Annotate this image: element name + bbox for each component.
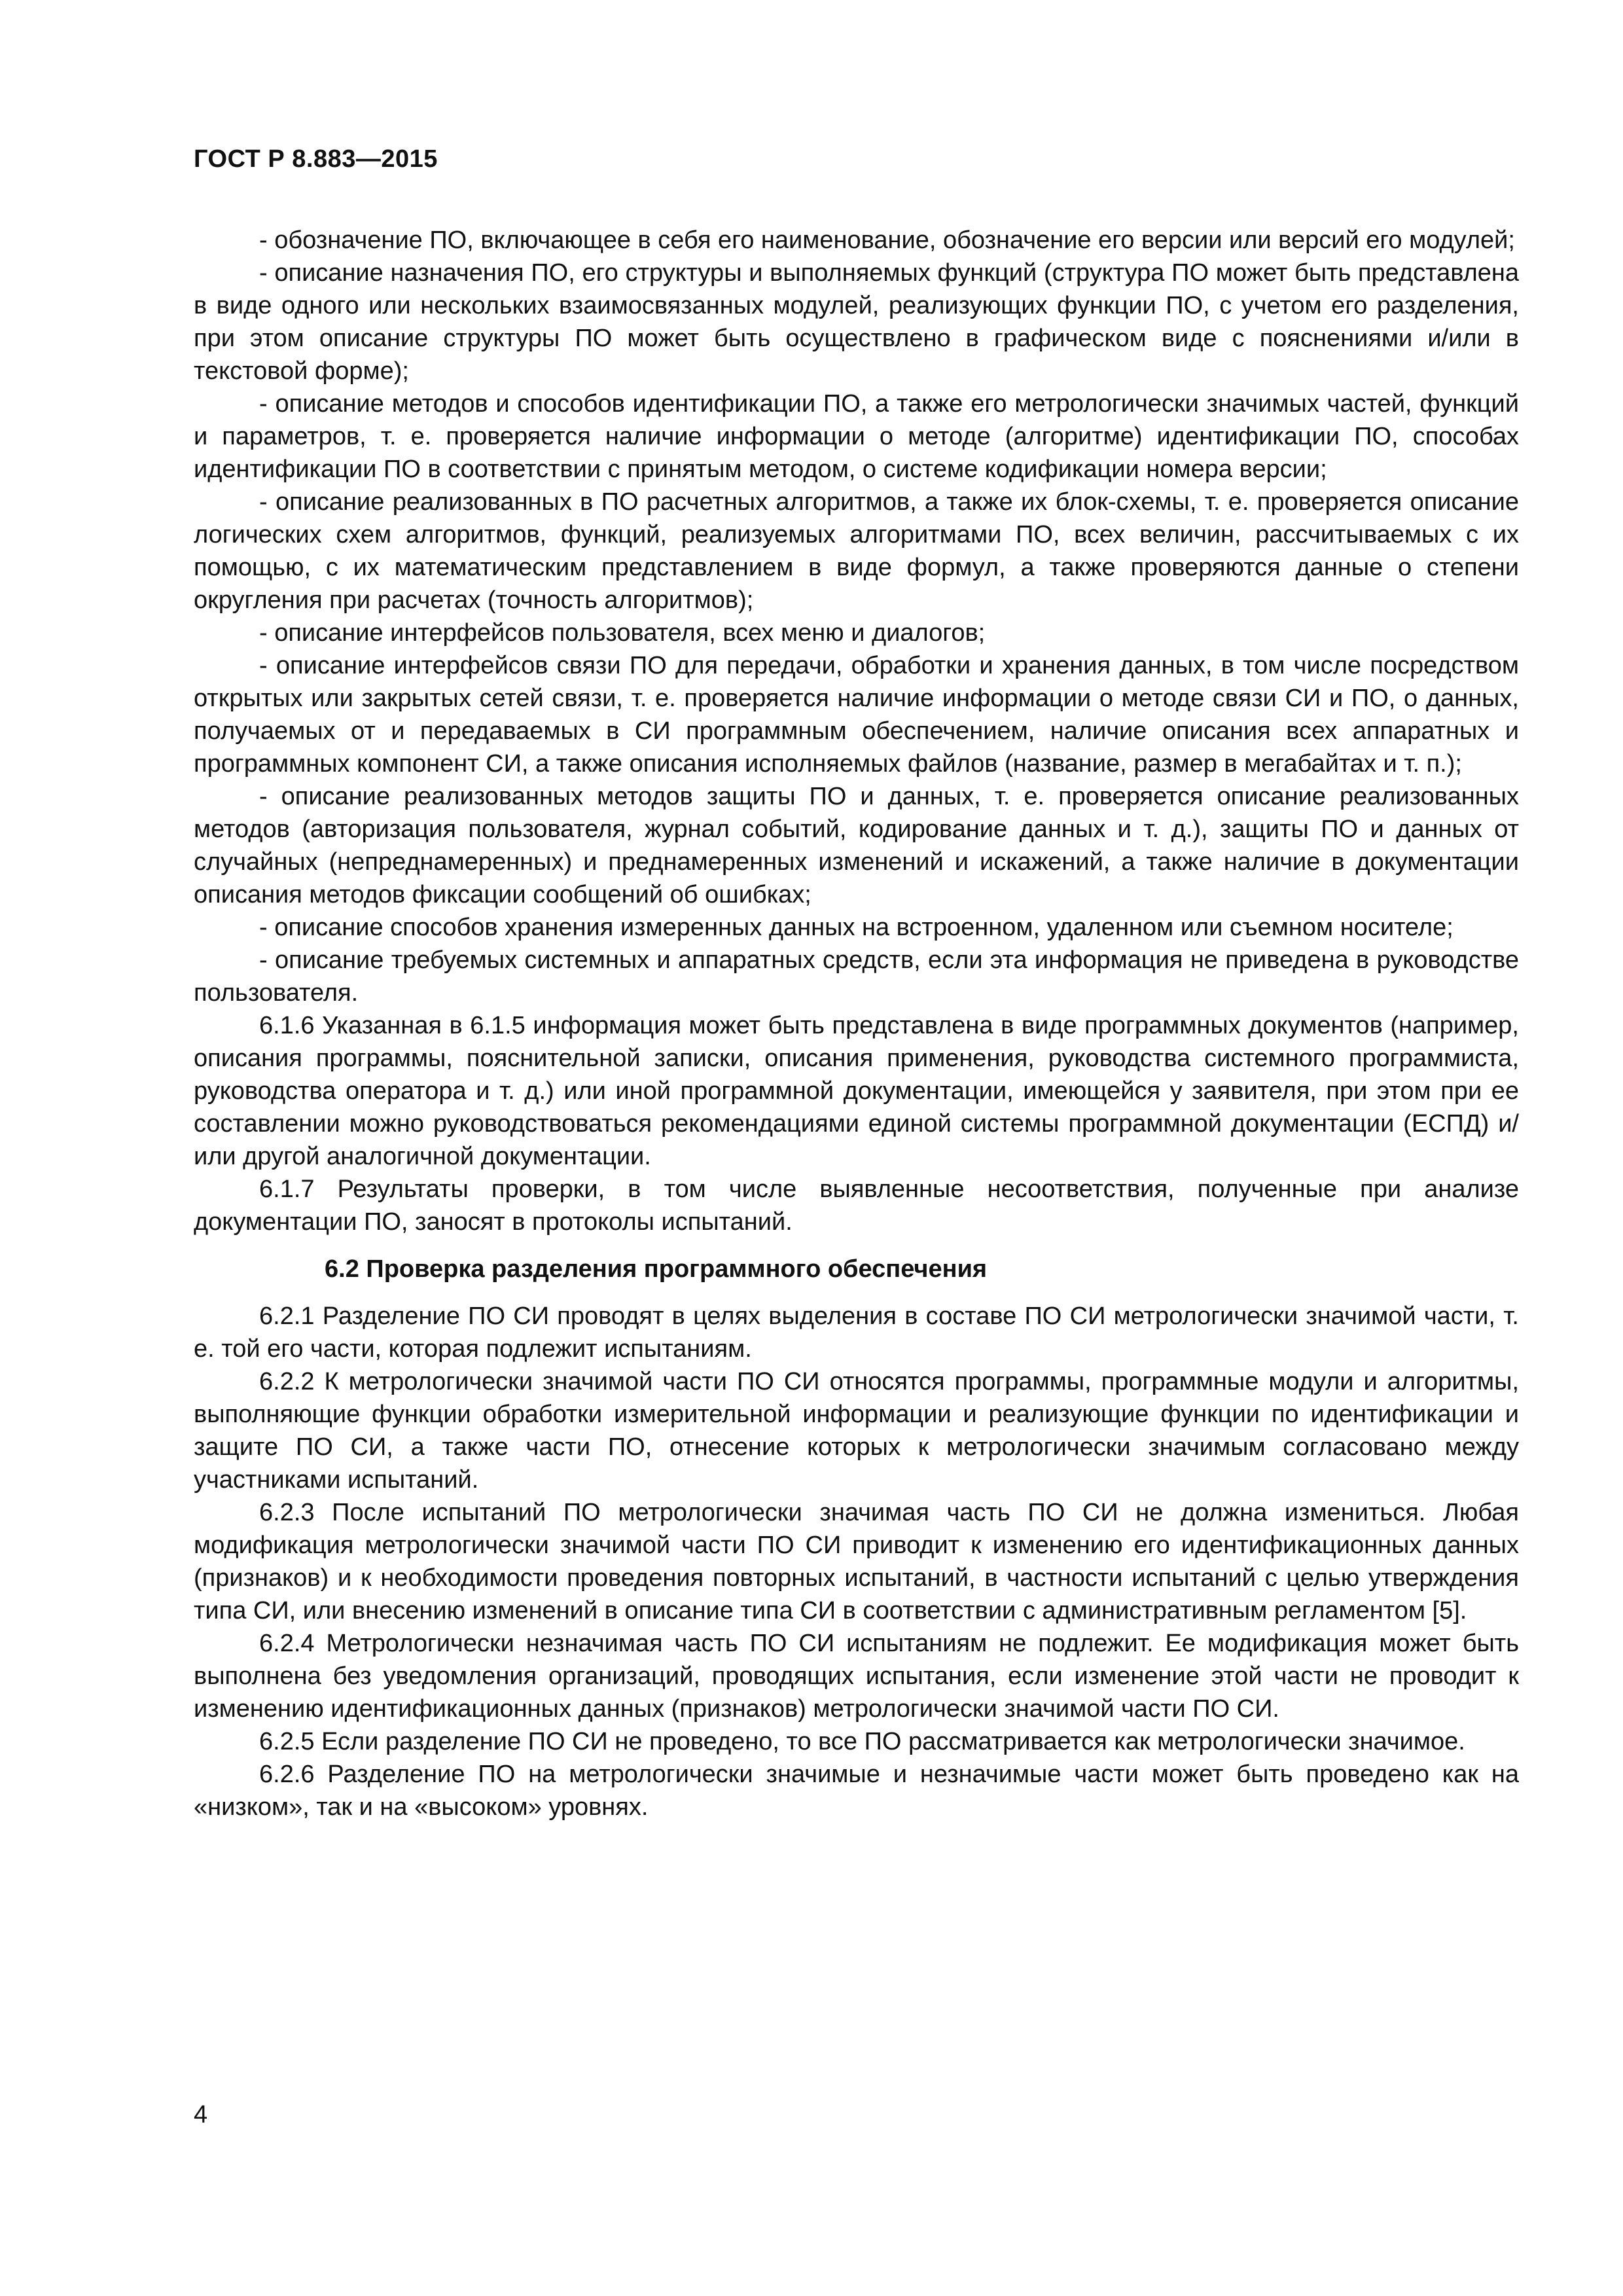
list-item: - описание назначения ПО, его структуры и выполняемых функций (структура ПО может быть представлена в виде одного или нескольких взаимосвязанных модулей, реализующих функции ПО, с учетом его разделения, при этом описание структуры ПО может быть осуществлено в графическом виде с пояснениями и/или в текстовой форме); (194, 259, 1519, 385)
paragraph-6-2-4: 6.2.4 Метрологически незначимая часть ПО СИ испытаниям не подлежит. Ее модификация может быть выполнена без уведомления организаций, проводящих испытания, если изменение этой части не проводит к изменению идентификационных данных (признаков) метрологически значимой части ПО СИ. (194, 1630, 1519, 1723)
list-item: - обозначение ПО, включающее в себя его наименование, обозначение его версии или версий его модулей; (259, 226, 1515, 254)
paragraph-6-2-5: 6.2.5 Если разделение ПО СИ не проведено, то все ПО рассматривается как метрологически значимое. (259, 1728, 1465, 1755)
list-item: - описание способов хранения измеренных данных на встроенном, удаленном или съемном носителе; (259, 914, 1454, 941)
list-item: - описание требуемых системных и аппаратных средств, если эта информация не приведена в руководстве пользователя. (194, 946, 1519, 1007)
paragraph-6-1-7: 6.1.7 Результаты проверки, в том числе выявленные несоответствия, полученные при анализе документации ПО, заносят в протоколы испытаний. (194, 1175, 1519, 1236)
paragraph-6-2-1: 6.2.1 Разделение ПО СИ проводят в целях выделения в составе ПО СИ метрологически значимой части, т. е. той его части, которая подлежит испытаниям. (194, 1302, 1519, 1363)
paragraph-6-2-6: 6.2.6 Разделение ПО на метрологически значимые и незначимые части может быть проведено как на «низком», так и на «высоком» уровнях. (194, 1761, 1519, 1821)
document-header: ГОСТ Р 8.883—2015 (194, 145, 438, 173)
list-item: - описание интерфейсов пользователя, всех меню и диалогов; (259, 619, 986, 647)
list-item: - описание методов и способов идентификации ПО, а также его метрологически значимых частей, функций и параметров, т. е. проверяется наличие информации о методе (алгоритме) идентификации ПО, способах идентификации ПО в соответствии с принятым методом, о системе кодификации номера версии; (194, 390, 1519, 483)
section-heading-6-2: 6.2 Проверка разделения программного обеспечения (325, 1255, 988, 1283)
paragraph-6-2-3: 6.2.3 После испытаний ПО метрологически значимая часть ПО СИ не должна измениться. Любая модификация метрологически значимой части ПО СИ приводит к изменению его идентификационных данных (признаков) и к необходимости проведения повторных испытаний, в частности испытаний с целью утверждения типа СИ, или внесению изменений в описание типа СИ в соответствии с административным регламентом [5]. (194, 1499, 1519, 1624)
page-number: 4 (194, 2101, 208, 2128)
list-item: - описание интерфейсов связи ПО для передачи, обработки и хранения данных, в том числе посредством открытых или закрытых сетей связи, т. е. проверяется наличие информации о методе связи СИ и ПО, о данных, получаемых от и передаваемых в СИ программным обеспечением, наличие описания всех аппаратных и программных компонент СИ, а также описания исполняемых файлов (название, размер в мегабайтах и т. п.); (194, 652, 1519, 778)
list-item: - описание реализованных методов защиты ПО и данных, т. е. проверяется описание реализованных методов (авторизация пользователя, журнал событий, кодирование данных и т. д.), защиты ПО и данных от случайных (непреднамеренных) и преднамеренных изменений и искажений, а также наличие в документации описания методов фиксации сообщений об ошибках; (194, 783, 1519, 908)
document-body (194, 224, 1519, 1823)
list-item: - описание реализованных в ПО расчетных алгоритмов, а также их блок-схемы, т. е. проверяется описание логических схем алгоритмов, функций, реализуемых алгоритмами ПО, всех величин, рассчитываемых с их помощью, с их математическим представлением в виде формул, а также проверяются данные о степени округления при расчетах (точность алгоритмов); (194, 488, 1519, 614)
paragraph-6-1-6: 6.1.6 Указанная в 6.1.5 информация может быть представлена в виде программных документов (например, описания программы, пояснительной записки, описания применения, руководства системного программиста, руководства оператора и т. д.) или иной программной документации, имеющейся у заявителя, при этом при ее составлении можно руководствоваться рекомендациями единой системы программной документации (ЕСПД) и/или другой аналогичной документации. (194, 1012, 1519, 1170)
paragraph-6-2-2: 6.2.2 К метрологически значимой части ПО СИ относятся программы, программные модули и алгоритмы, выполняющие функции обработки измерительной информации и реализующие функции по идентификации и защите ПО СИ, а также части ПО, отнесение которых к метрологически значимым согласовано между участниками испытаний. (194, 1368, 1519, 1494)
